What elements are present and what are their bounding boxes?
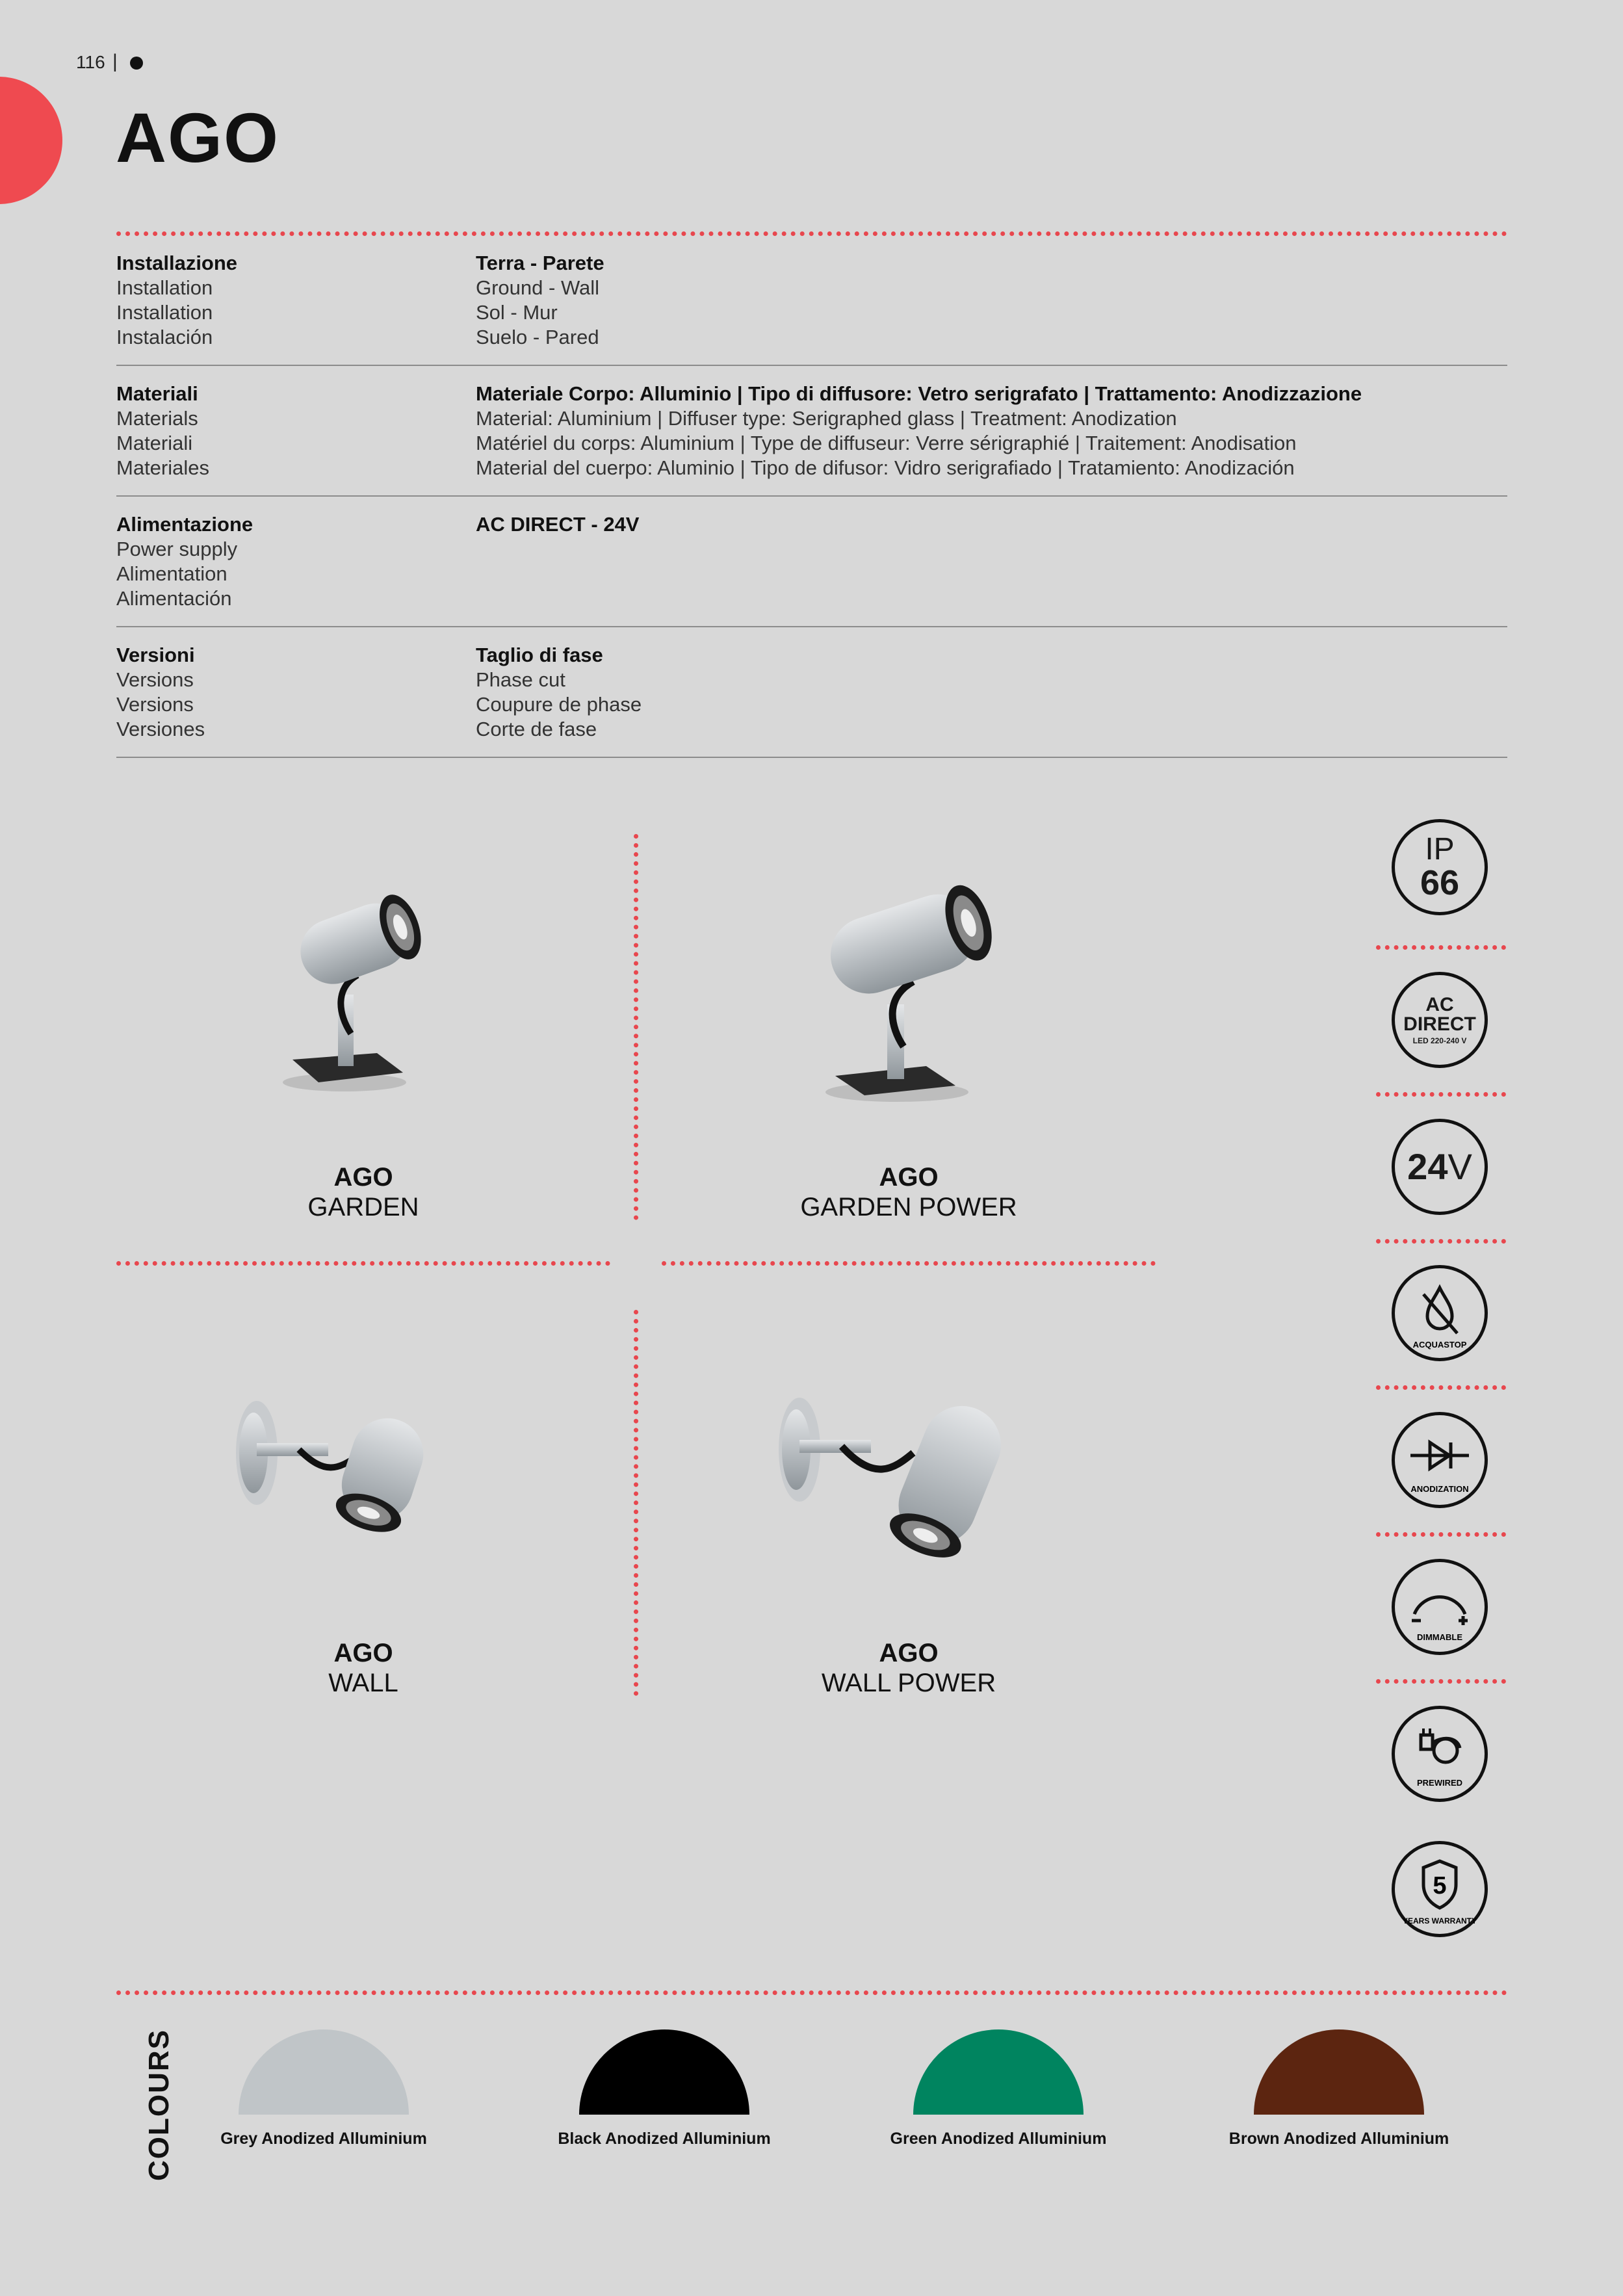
product-variant: WALL POWER (821, 1669, 996, 1697)
spec-value: Matériel du corps: Aluminium | Type de diffuseur: Verre sérigraphié | Traitement: Anodisation (476, 432, 1297, 454)
spec-value: Corte de fase (476, 718, 597, 740)
spec-label: Versioni (116, 644, 195, 666)
acquastop-icon (1395, 1268, 1485, 1358)
warranty-label: YEARS WARRANTY (1402, 1916, 1477, 1925)
product-caption (136, 1638, 591, 1698)
swatch-label-black: Black Anodized Alluminium (558, 2130, 771, 2148)
spec-label: Versiones (116, 718, 205, 740)
product-name: AGO (333, 1639, 393, 1667)
grid-divider-vertical-top (634, 834, 638, 1220)
divider-dotted-top (116, 231, 1507, 236)
divider-rule (116, 495, 1507, 497)
spec-value: Ground - Wall (476, 276, 600, 299)
spec-label: Installation (116, 301, 213, 324)
swatch-green (913, 2029, 1084, 2115)
direct-label: DIRECT (1403, 1013, 1476, 1035)
warranty-years: 5 (1433, 1872, 1447, 1899)
colours-heading: COLOURS (143, 2029, 175, 2181)
swatch-grey (239, 2029, 409, 2115)
dimmer-icon (1395, 1562, 1485, 1652)
product-variant: GARDEN (307, 1193, 419, 1221)
spec-labels (116, 251, 467, 350)
spec-value: Material del cuerpo: Aluminio | Tipo de difusor: Vidro serigrafiado | Tratamiento: Anodización (476, 456, 1295, 479)
product-caption (681, 1638, 1136, 1698)
spec-label: Alimentazione (116, 513, 253, 536)
ac-label: AC (1425, 994, 1454, 1015)
ago-garden-image (273, 865, 442, 1112)
voltage-value: 24 (1407, 1146, 1448, 1187)
spec-value: AC DIRECT - 24V (476, 513, 640, 536)
divider-rule (116, 365, 1507, 366)
spec-label: Installazione (116, 252, 238, 274)
ip-rating: 66 (1420, 863, 1460, 902)
swatch-label-grey: Grey Anodized Alluminium (220, 2130, 427, 2148)
page-separator: | (112, 51, 118, 72)
grid-divider-horizontal-left (116, 1261, 610, 1266)
ago-wall-image (227, 1378, 461, 1547)
spec-labels (116, 643, 467, 742)
spec-values (476, 643, 1516, 742)
spec-value: Terra - Parete (476, 252, 604, 274)
page-dot-icon (130, 57, 143, 70)
badge-divider (1376, 1239, 1506, 1244)
product-caption (136, 1162, 591, 1222)
badge-divider (1376, 1092, 1506, 1097)
product-variant: WALL (328, 1669, 398, 1697)
spec-values (476, 251, 1516, 350)
spec-label: Alimentation (116, 562, 227, 585)
spec-label: Materiali (116, 382, 198, 405)
prewired-label: PREWIRED (1416, 1778, 1463, 1788)
acquastop-label: ACQUASTOP (1412, 1340, 1467, 1350)
product-name: AGO (879, 1163, 939, 1192)
spec-value: Sol - Mur (476, 301, 558, 324)
spec-labels (116, 512, 467, 611)
swatch-label-green: Green Anodized Alluminium (890, 2130, 1107, 2148)
spec-value: Materiale Corpo: Alluminio | Tipo di diffusore: Vetro serigrafato | Trattamento: Anodizzazione (476, 382, 1362, 405)
product-name: AGO (333, 1163, 393, 1192)
page-number: 116 (76, 52, 105, 72)
dimmable-label: DIMMABLE (1416, 1632, 1463, 1642)
spec-values (476, 512, 1516, 537)
led-voltage-label: LED 220-240 V (1412, 1036, 1467, 1045)
anodization-label: ANODIZATION (1410, 1484, 1469, 1494)
spec-labels (116, 382, 467, 480)
ac-direct-badge (1392, 972, 1488, 1068)
spec-label: Materials (116, 407, 198, 430)
spec-value: Taglio di fase (476, 644, 603, 666)
grid-divider-vertical-bottom (634, 1310, 638, 1696)
swatch-label-brown: Brown Anodized Alluminium (1228, 2130, 1449, 2148)
dimmable-badge (1392, 1559, 1488, 1655)
acquastop-badge (1392, 1265, 1488, 1361)
ago-wall-power-image (770, 1378, 1030, 1573)
swatch-black (579, 2029, 749, 2115)
spec-row-materials (116, 382, 1507, 486)
spec-label: Materiales (116, 456, 209, 479)
spec-row-power-supply (116, 512, 1507, 616)
spec-label: Versions (116, 693, 194, 716)
product-variant: GARDEN POWER (800, 1193, 1017, 1221)
badge-divider (1376, 1385, 1506, 1390)
divider-rule (116, 626, 1507, 627)
product-caption (681, 1162, 1136, 1222)
product-name: AGO (879, 1639, 939, 1667)
spec-row-versions (116, 643, 1507, 747)
ip-label: IP (1425, 832, 1455, 867)
spec-value: Material: Aluminium | Diffuser type: Serigraphed glass | Treatment: Anodization (476, 407, 1177, 430)
spec-label: Materiali (116, 432, 193, 454)
spec-value: Coupure de phase (476, 693, 642, 716)
spec-label: Alimentación (116, 587, 232, 610)
spec-value: Phase cut (476, 668, 565, 691)
badge-divider (1376, 1679, 1506, 1684)
anodization-badge (1392, 1412, 1488, 1508)
24v-badge (1392, 1119, 1488, 1215)
grid-divider-horizontal-right (662, 1261, 1156, 1266)
spec-values (476, 382, 1516, 480)
prewired-badge (1392, 1706, 1488, 1802)
voltage-unit: V (1448, 1146, 1472, 1187)
spec-label: Installation (116, 276, 213, 299)
spec-value: Suelo - Pared (476, 326, 599, 348)
badge-divider (1376, 945, 1506, 950)
badge-divider (1376, 1532, 1506, 1537)
prewired-icon (1395, 1709, 1485, 1799)
brand-disc (0, 77, 62, 204)
spec-row-installation (116, 251, 1507, 355)
shield-icon (1395, 1844, 1485, 1934)
spec-label: Instalación (116, 326, 213, 348)
spec-label: Power supply (116, 538, 238, 560)
diode-icon (1395, 1415, 1485, 1505)
swatch-brown (1254, 2029, 1424, 2115)
warranty-badge (1392, 1841, 1488, 1937)
spec-label: Versions (116, 668, 194, 691)
divider-rule (116, 757, 1507, 758)
divider-dotted-colours (116, 1990, 1507, 1995)
ago-garden-power-image (812, 865, 1007, 1125)
ip66-badge (1392, 819, 1488, 915)
page-title: AGO (116, 98, 280, 177)
